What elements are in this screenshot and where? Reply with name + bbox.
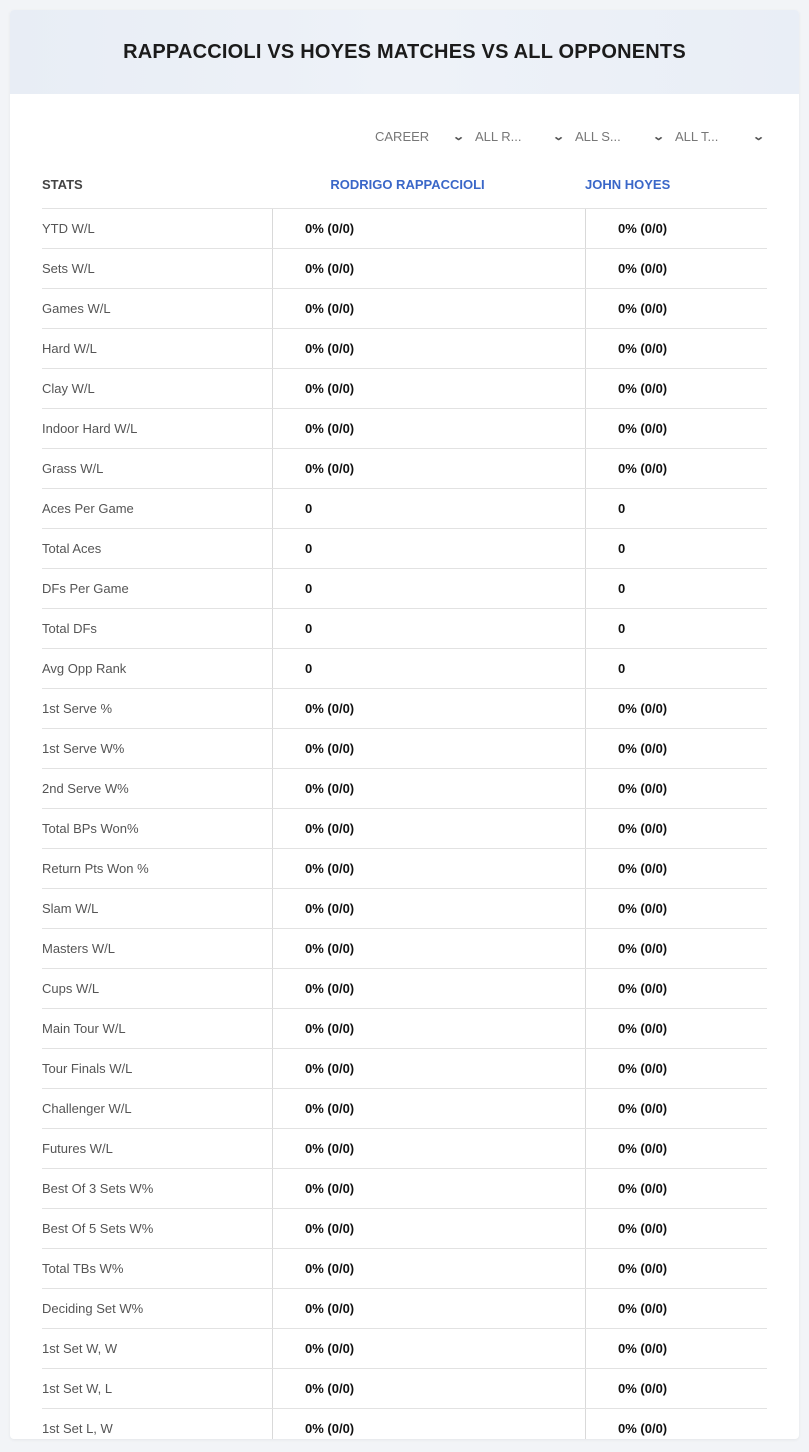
stat-label: Return Pts Won %	[42, 861, 149, 876]
player1-stat-value: 0% (0/0)	[272, 1129, 585, 1168]
round-select-value: ALL R...	[475, 128, 522, 144]
table-row	[42, 1369, 767, 1409]
player2-stat-value: 0% (0/0)	[585, 209, 767, 248]
player2-stat-value: 0	[585, 489, 767, 528]
table-row	[42, 929, 767, 969]
player2-stat-value: 0% (0/0)	[585, 1369, 767, 1408]
stats-table	[42, 160, 767, 1439]
table-row	[42, 609, 767, 649]
player2-stat-value: 0% (0/0)	[585, 1129, 767, 1168]
player2-stat-value: 0% (0/0)	[585, 689, 767, 728]
stat-label: Aces Per Game	[42, 501, 134, 516]
player1-stat-value: 0% (0/0)	[272, 1169, 585, 1208]
chevron-down-icon: ⌄	[451, 130, 465, 143]
table-row	[42, 1249, 767, 1289]
stat-label: YTD W/L	[42, 221, 95, 236]
player2-stat-value: 0% (0/0)	[585, 1089, 767, 1128]
player2-stat-value: 0% (0/0)	[585, 889, 767, 928]
player1-stat-value: 0% (0/0)	[272, 1249, 585, 1288]
stat-label: Deciding Set W%	[42, 1301, 144, 1316]
player2-stat-value: 0% (0/0)	[585, 1209, 767, 1248]
stat-label: Avg Opp Rank	[42, 661, 127, 676]
player2-stat-value: 0	[585, 649, 767, 688]
player1-stat-value: 0% (0/0)	[272, 289, 585, 328]
stat-label: Challenger W/L	[42, 1101, 132, 1116]
player2-stat-value: 0% (0/0)	[585, 1289, 767, 1328]
card-header	[10, 10, 799, 94]
player2-stat-value: 0% (0/0)	[585, 1049, 767, 1088]
player1-stat-value: 0	[272, 489, 585, 528]
table-row	[42, 809, 767, 849]
player2-stat-value: 0	[585, 529, 767, 568]
period-select-value: CAREER	[375, 128, 430, 144]
stat-label: Total Aces	[42, 541, 102, 556]
player2-stat-value: 0% (0/0)	[585, 1169, 767, 1208]
table-row	[42, 529, 767, 569]
player1-stat-value: 0% (0/0)	[272, 1209, 585, 1248]
player1-stat-value: 0% (0/0)	[272, 209, 585, 248]
player2-stat-value: 0% (0/0)	[585, 1329, 767, 1368]
stat-label: Slam W/L	[42, 901, 99, 916]
player1-stat-value: 0% (0/0)	[272, 929, 585, 968]
player2-stat-value: 0% (0/0)	[585, 769, 767, 808]
column-header-stats: STATS	[42, 176, 83, 192]
stat-label: DFs Per Game	[42, 581, 129, 596]
player1-stat-value: 0% (0/0)	[272, 249, 585, 288]
stat-label: Grass W/L	[42, 461, 104, 476]
table-row	[42, 1129, 767, 1169]
player1-stat-value: 0% (0/0)	[272, 1049, 585, 1088]
stats-card	[10, 10, 799, 1439]
player1-stat-value: 0% (0/0)	[272, 849, 585, 888]
table-row	[42, 1089, 767, 1129]
table-row	[42, 249, 767, 289]
table-row	[42, 889, 767, 929]
table-row	[42, 1329, 767, 1369]
table-row	[42, 449, 767, 489]
period-select[interactable]	[367, 126, 467, 146]
player1-stat-value: 0	[272, 569, 585, 608]
table-row	[42, 569, 767, 609]
table-row	[42, 209, 767, 249]
player2-stat-value: 0% (0/0)	[585, 449, 767, 488]
chevron-down-icon: ⌄	[651, 130, 665, 143]
stat-label: 1st Serve W%	[42, 741, 125, 756]
stat-label: Total BPs Won%	[42, 821, 139, 836]
player2-stat-value: 0% (0/0)	[585, 289, 767, 328]
stat-label: 2nd Serve W%	[42, 781, 129, 796]
player1-stat-value: 0% (0/0)	[272, 1329, 585, 1368]
player1-stat-value: 0	[272, 649, 585, 688]
player1-stat-value: 0% (0/0)	[272, 1009, 585, 1048]
stat-label: Total DFs	[42, 621, 97, 636]
stat-label: Clay W/L	[42, 381, 95, 396]
tournament-select-value: ALL T...	[675, 128, 719, 144]
player2-stat-value: 0	[585, 609, 767, 648]
player1-stat-value: 0% (0/0)	[272, 729, 585, 768]
table-row	[42, 1169, 767, 1209]
stat-label: 1st Serve %	[42, 701, 113, 716]
player2-stat-value: 0% (0/0)	[585, 969, 767, 1008]
stat-label: 1st Set W, L	[42, 1381, 113, 1396]
stat-label: Futures W/L	[42, 1141, 113, 1156]
player1-stat-value: 0% (0/0)	[272, 329, 585, 368]
stat-label: Games W/L	[42, 301, 111, 316]
table-header	[42, 160, 767, 209]
table-row	[42, 849, 767, 889]
table-row	[42, 1209, 767, 1249]
table-row	[42, 1409, 767, 1439]
table-row	[42, 769, 767, 809]
table-row	[42, 689, 767, 729]
player2-stat-value: 0	[585, 569, 767, 608]
player2-stat-value: 0% (0/0)	[585, 369, 767, 408]
player1-stat-value: 0% (0/0)	[272, 1409, 585, 1439]
player1-stat-value: 0% (0/0)	[272, 769, 585, 808]
player2-name-link[interactable]: JOHN HOYES	[585, 176, 671, 192]
tournament-select[interactable]	[667, 126, 767, 146]
player2-stat-value: 0% (0/0)	[585, 1409, 767, 1439]
player1-stat-value: 0	[272, 529, 585, 568]
table-row	[42, 1009, 767, 1049]
table-row	[42, 369, 767, 409]
player2-stat-value: 0% (0/0)	[585, 929, 767, 968]
table-row	[42, 489, 767, 529]
surface-select-value: ALL S...	[575, 128, 621, 144]
player1-stat-value: 0% (0/0)	[272, 809, 585, 848]
player1-stat-value: 0% (0/0)	[272, 969, 585, 1008]
stat-label: Total TBs W%	[42, 1261, 124, 1276]
player1-stat-value: 0% (0/0)	[272, 1089, 585, 1128]
stat-label: Best Of 3 Sets W%	[42, 1181, 154, 1196]
player2-stat-value: 0% (0/0)	[585, 249, 767, 288]
player1-stat-value: 0% (0/0)	[272, 889, 585, 928]
stat-label: Tour Finals W/L	[42, 1061, 133, 1076]
player1-stat-value: 0% (0/0)	[272, 449, 585, 488]
stat-label: Hard W/L	[42, 341, 97, 356]
stat-label: 1st Set L, W	[42, 1421, 113, 1436]
table-row	[42, 1049, 767, 1089]
player2-stat-value: 0% (0/0)	[585, 329, 767, 368]
player1-stat-value: 0% (0/0)	[272, 1289, 585, 1328]
player1-name-link[interactable]: RODRIGO RAPPACCIOLI	[330, 176, 485, 192]
player2-stat-value: 0% (0/0)	[585, 1249, 767, 1288]
table-row	[42, 969, 767, 1009]
player1-stat-value: 0% (0/0)	[272, 689, 585, 728]
player2-stat-value: 0% (0/0)	[585, 809, 767, 848]
round-select[interactable]	[467, 126, 567, 146]
player2-stat-value: 0% (0/0)	[585, 729, 767, 768]
table-row	[42, 729, 767, 769]
table-row	[42, 649, 767, 689]
player2-stat-value: 0% (0/0)	[585, 409, 767, 448]
table-row	[42, 1289, 767, 1329]
player2-stat-value: 0% (0/0)	[585, 1009, 767, 1048]
player1-stat-value: 0% (0/0)	[272, 1369, 585, 1408]
stat-label: Cups W/L	[42, 981, 100, 996]
surface-select[interactable]	[567, 126, 667, 146]
chevron-down-icon: ⌄	[751, 130, 765, 143]
stat-label: Indoor Hard W/L	[42, 421, 138, 436]
page-title: RAPPACCIOLI VS HOYES MATCHES VS ALL OPPONENTS	[123, 40, 686, 63]
stat-label: Main Tour W/L	[42, 1021, 126, 1036]
chevron-down-icon: ⌄	[551, 130, 565, 143]
player1-stat-value: 0% (0/0)	[272, 369, 585, 408]
player2-stat-value: 0% (0/0)	[585, 849, 767, 888]
table-row	[42, 409, 767, 449]
table-row	[42, 329, 767, 369]
player1-stat-value: 0% (0/0)	[272, 409, 585, 448]
filter-bar	[367, 126, 767, 146]
stat-label: Masters W/L	[42, 941, 115, 956]
player1-stat-value: 0	[272, 609, 585, 648]
stat-label: 1st Set W, W	[42, 1341, 118, 1356]
table-row	[42, 289, 767, 329]
table-body	[42, 209, 767, 1439]
stat-label: Best Of 5 Sets W%	[42, 1221, 154, 1236]
stat-label: Sets W/L	[42, 261, 95, 276]
